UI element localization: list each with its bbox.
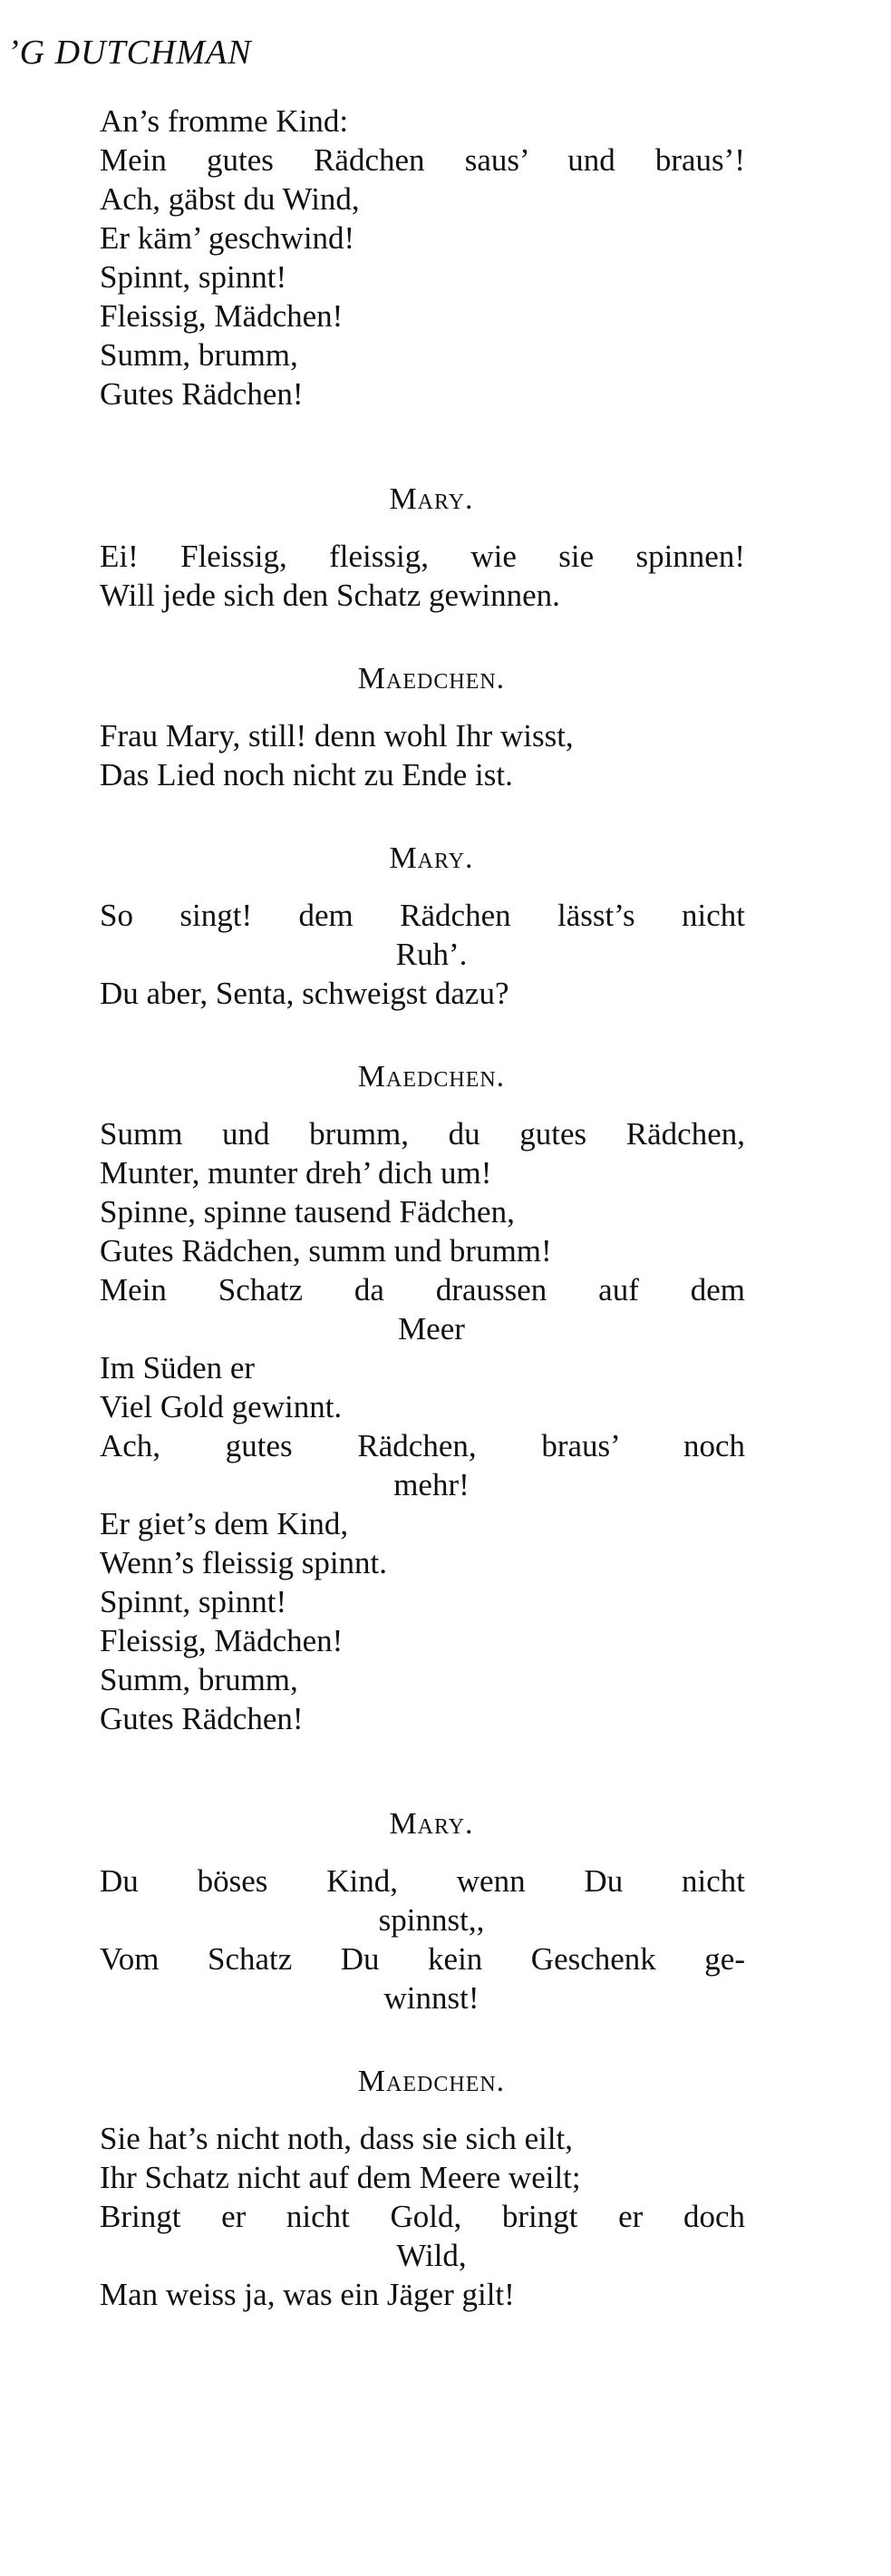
speaker-heading: Maedchen. <box>357 2065 506 2098</box>
verse-line: Fleissig, Mädchen! <box>100 298 344 334</box>
maedchen-stanza <box>100 716 745 794</box>
verse-line-continuation: spinnst,, <box>378 1902 485 1938</box>
verse-line: Du aber, Senta, schweigst dazu? <box>100 976 509 1011</box>
verse-line: Er käm’ geschwind! <box>100 220 355 256</box>
verse-line: Im Süden er <box>100 1350 256 1385</box>
verse-line: Mein gutes Rädchen saus’ und braus’! <box>100 142 745 178</box>
maedchen-stanza <box>100 1114 745 1738</box>
speaker-heading: Mary. <box>389 482 474 516</box>
verse-line: Gutes Rädchen! <box>100 376 304 412</box>
verse-line: Summ, brumm, <box>100 337 298 373</box>
libretto-page-content <box>100 102 745 2314</box>
running-head: ʼG DUTCHMAN <box>7 34 252 72</box>
verse-line: Man weiss ja, was ein Jäger gilt! <box>100 2277 515 2312</box>
verse-line: Summ, brumm, <box>100 1662 298 1697</box>
verse-line: Gutes Rädchen, summ und brumm! <box>100 1233 552 1269</box>
verse-line-continuation: mehr! <box>393 1467 470 1502</box>
verse-line: Ach, gutes Rädchen, braus’ noch <box>100 1428 745 1463</box>
verse-line: Bringt er nicht Gold, bringt er doch <box>100 2199 745 2234</box>
verse-line: So singt! dem Rädchen lässt’s nicht <box>100 898 745 933</box>
verse-line: Spinnt, spinnt! <box>100 1584 287 1619</box>
speaker-heading: Maedchen. <box>357 662 506 695</box>
mary-stanza <box>100 537 745 615</box>
speaker-heading: Mary. <box>389 841 474 875</box>
verse-line: Ach, gäbst du Wind, <box>100 181 360 217</box>
verse-line: Fleissig, Mädchen! <box>100 1623 344 1658</box>
mary-stanza <box>100 1862 745 2017</box>
verse-line: Du böses Kind, wenn Du nicht <box>100 1863 745 1899</box>
verse-line: Frau Mary, still! denn wohl Ihr wisst, <box>100 718 574 753</box>
verse-line: Er giet’s dem Kind, <box>100 1506 349 1541</box>
verse-line-continuation: Wild, <box>396 2238 467 2273</box>
speaker-heading: Maedchen. <box>357 1060 506 1094</box>
verse-line: Gutes Rädchen! <box>100 1701 304 1736</box>
verse-line: Viel Gold gewinnt. <box>100 1389 343 1424</box>
verse-line: Munter, munter dreh’ dich um! <box>100 1155 492 1191</box>
verse-line: Spinnt, spinnt! <box>100 259 287 295</box>
verse-line: Will jede sich den Schatz gewinnen. <box>100 578 560 613</box>
verse-line: Ei! Fleissig, fleissig, wie sie spinnen! <box>100 539 745 574</box>
verse-line: An’s fromme Kind: <box>100 103 349 139</box>
verse-line: Summ und brumm, du gutes Rädchen, <box>100 1116 745 1152</box>
verse-line: Ihr Schatz nicht auf dem Meere weilt; <box>100 2160 581 2195</box>
maedchen-stanza <box>100 2119 745 2314</box>
verse-line: Mein Schatz da draussen auf dem <box>100 1272 745 1307</box>
verse-line: Sie hat’s nicht noth, dass sie sich eilt, <box>100 2121 574 2156</box>
verse-line-continuation: Ruh’. <box>395 937 468 972</box>
opening-stanza <box>100 102 745 413</box>
verse-line-continuation: Meer <box>398 1311 465 1346</box>
verse-line: Spinne, spinne tausend Fädchen, <box>100 1194 515 1230</box>
verse-line-continuation: winnst! <box>383 1980 479 2016</box>
verse-line: Das Lied noch nicht zu Ende ist. <box>100 757 513 792</box>
mary-stanza <box>100 896 745 1013</box>
verse-line: Wenn’s fleissig spinnt. <box>100 1545 388 1580</box>
verse-line: Vom Schatz Du kein Geschenk ge- <box>100 1941 745 1977</box>
speaker-heading: Mary. <box>389 1807 474 1841</box>
